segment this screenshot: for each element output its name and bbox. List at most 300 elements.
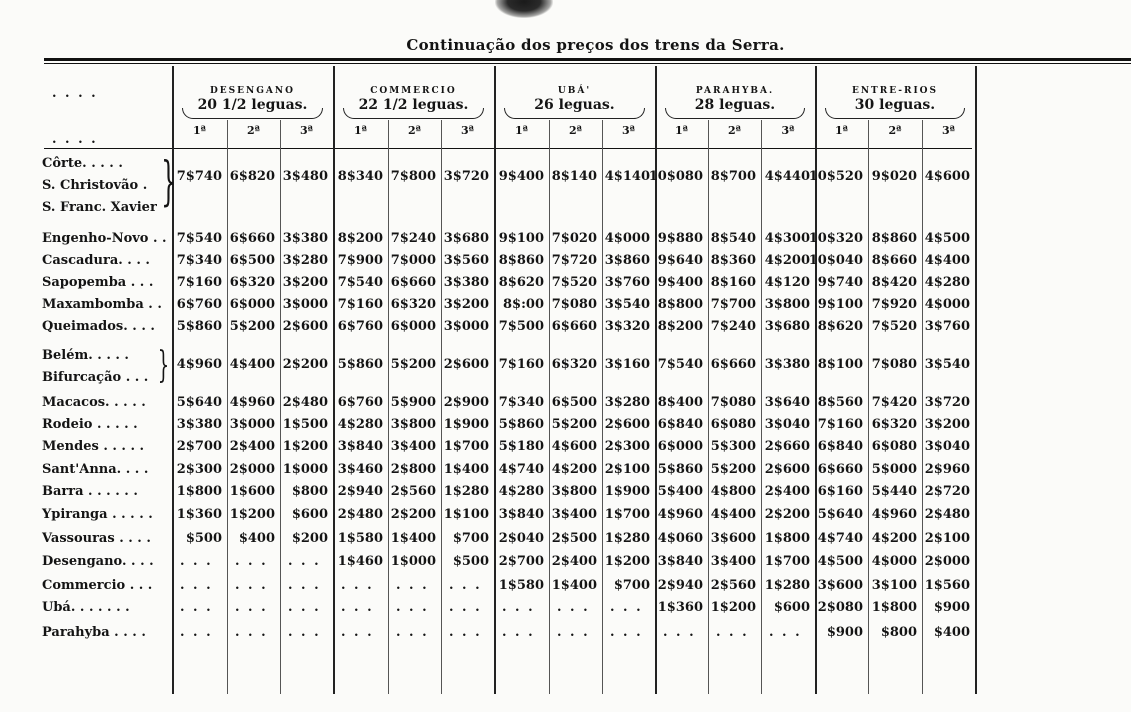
price-cell: 4$000: [871, 554, 917, 569]
empty-cell: . . .: [341, 600, 374, 615]
ink-blot: [495, 0, 553, 18]
station-name: Sant'Anna. . . .: [42, 462, 149, 477]
price-cell: 5$300: [710, 439, 756, 454]
price-cell: 3$540: [604, 297, 650, 312]
price-cell: 3$600: [710, 531, 756, 546]
price-cell: 6$080: [710, 417, 756, 432]
price-cell: 2$560: [390, 484, 436, 499]
station-brace: }: [161, 152, 176, 212]
class-label: 2ª: [407, 124, 421, 137]
price-cell: 7$420: [871, 395, 917, 410]
price-cell: 8$860: [871, 231, 917, 246]
price-cell: 3$200: [282, 275, 328, 290]
price-cell: 7$740: [176, 169, 222, 184]
price-cell: 3$100: [871, 578, 917, 593]
price-cell: $500: [452, 554, 489, 569]
price-cell: $700: [613, 578, 650, 593]
group-distance: 22 1/2 leguas.: [358, 97, 469, 113]
class-label: 2ª: [246, 124, 260, 137]
price-cell: 8$140: [551, 169, 597, 184]
price-cell: 10$520: [808, 169, 863, 184]
price-cell: 3$760: [604, 275, 650, 290]
price-cell: 1$400: [443, 462, 489, 477]
price-cell: 1$360: [176, 507, 222, 522]
price-cell: 3$720: [924, 395, 970, 410]
class-label: 3ª: [781, 124, 795, 137]
price-cell: 9$020: [871, 169, 917, 184]
price-cell: 4$440: [764, 169, 810, 184]
price-cell: 2$700: [498, 554, 544, 569]
station-name: Parahyba . . . .: [42, 625, 146, 640]
price-cell: 4$280: [337, 417, 383, 432]
group-distance: 26 leguas.: [534, 97, 615, 113]
price-cell: 7$020: [551, 231, 597, 246]
station-name: Ypiranga . . . . .: [42, 507, 153, 522]
price-cell: 6$320: [390, 297, 436, 312]
price-cell: 7$700: [710, 297, 756, 312]
empty-cell: . . .: [449, 625, 482, 640]
station-name: Macacos. . . . .: [42, 395, 146, 410]
price-cell: 6$660: [551, 319, 597, 334]
price-cell: 8$800: [657, 297, 703, 312]
group-brace: [343, 108, 484, 119]
price-cell: 6$500: [229, 253, 275, 268]
column-divider: [708, 120, 709, 694]
price-cell: 2$960: [924, 462, 970, 477]
price-cell: $800: [880, 625, 917, 640]
empty-cell: . . .: [663, 625, 696, 640]
price-cell: 4$740: [817, 531, 863, 546]
empty-cell: . . .: [769, 625, 802, 640]
station-name: Belém. . . . .: [42, 348, 129, 363]
price-cell: 4$200: [551, 462, 597, 477]
price-cell: 8$700: [710, 169, 756, 184]
price-cell: 2$100: [924, 531, 970, 546]
price-cell: 1$600: [229, 484, 275, 499]
price-cell: 4$000: [924, 297, 970, 312]
price-cell: 2$600: [764, 462, 810, 477]
page-title: Continuação dos preços dos trens da Serra.: [406, 36, 785, 54]
empty-cell: . . .: [341, 625, 374, 640]
header-dots: . . . .: [52, 132, 98, 147]
class-label: 2ª: [888, 124, 902, 137]
price-cell: 6$500: [551, 395, 597, 410]
price-cell: 3$560: [443, 253, 489, 268]
price-cell: 7$160: [498, 357, 544, 372]
price-cell: 1$460: [337, 554, 383, 569]
price-cell: 2$480: [282, 395, 328, 410]
station-name: S. Christovão .: [42, 178, 148, 193]
price-cell: 1$000: [390, 554, 436, 569]
price-cell: 6$660: [817, 462, 863, 477]
price-cell: 2$200: [390, 507, 436, 522]
empty-cell: . . .: [180, 554, 213, 569]
price-cell: $400: [933, 625, 970, 640]
station-name: Mendes . . . . .: [42, 439, 145, 454]
price-cell: 5$200: [551, 417, 597, 432]
price-cell: 8$660: [871, 253, 917, 268]
price-cell: 5$440: [871, 484, 917, 499]
group-divider: [655, 66, 657, 694]
price-cell: 7$080: [871, 357, 917, 372]
price-cell: 5$860: [657, 462, 703, 477]
price-cell: 7$080: [710, 395, 756, 410]
column-divider: [761, 120, 762, 694]
price-cell: 2$400: [551, 554, 597, 569]
price-cell: 1$280: [443, 484, 489, 499]
price-cell: $700: [452, 531, 489, 546]
price-cell: 9$880: [657, 231, 703, 246]
group-divider: [975, 66, 977, 694]
price-cell: 1$700: [764, 554, 810, 569]
empty-cell: . . .: [557, 600, 590, 615]
group-divider: [815, 66, 817, 694]
price-cell: 8$620: [817, 319, 863, 334]
price-cell: 1$800: [176, 484, 222, 499]
station-name: Sapopemba . . .: [42, 275, 154, 290]
top-rule-thin: [44, 63, 1131, 64]
price-cell: 4$960: [871, 507, 917, 522]
empty-cell: . . .: [449, 600, 482, 615]
empty-cell: . . .: [288, 600, 321, 615]
price-cell: 2$080: [817, 600, 863, 615]
price-cell: 5$000: [871, 462, 917, 477]
station-name: Côrte. . . . .: [42, 156, 123, 171]
group-name: ENTRE-RIOS: [851, 86, 939, 96]
top-rule: [44, 58, 1131, 61]
station-name: Bifurcação . . .: [42, 370, 149, 385]
station-name: Queimados. . . .: [42, 319, 155, 334]
price-cell: 1$400: [551, 578, 597, 593]
station-name: Maxambomba . .: [42, 297, 162, 312]
price-cell: 2$400: [229, 439, 275, 454]
price-cell: 1$560: [924, 578, 970, 593]
price-cell: 3$000: [229, 417, 275, 432]
class-label: 2ª: [727, 124, 741, 137]
price-cell: 6$000: [657, 439, 703, 454]
price-cell: 6$160: [817, 484, 863, 499]
price-cell: 1$280: [604, 531, 650, 546]
price-cell: 3$280: [282, 253, 328, 268]
empty-cell: . . .: [502, 625, 535, 640]
empty-cell: . . .: [502, 600, 535, 615]
price-cell: 8$560: [817, 395, 863, 410]
price-cell: 8$360: [710, 253, 756, 268]
station-name: Commercio . . .: [42, 578, 153, 593]
empty-cell: . . .: [235, 578, 268, 593]
price-cell: 7$340: [176, 253, 222, 268]
price-cell: 1$200: [282, 439, 328, 454]
price-cell: 7$800: [390, 169, 436, 184]
price-cell: 3$380: [176, 417, 222, 432]
price-cell: 4$600: [551, 439, 597, 454]
price-cell: 8$200: [657, 319, 703, 334]
class-label: 1ª: [834, 124, 848, 137]
price-cell: 8$420: [871, 275, 917, 290]
price-cell: 5$400: [657, 484, 703, 499]
price-cell: 7$900: [337, 253, 383, 268]
class-label: 3ª: [621, 124, 635, 137]
price-cell: 1$280: [764, 578, 810, 593]
price-cell: 4$300: [764, 231, 810, 246]
empty-cell: . . .: [610, 625, 643, 640]
price-cell: 6$080: [871, 439, 917, 454]
group-brace: [504, 108, 645, 119]
empty-cell: . . .: [716, 625, 749, 640]
price-cell: 8$:00: [503, 297, 544, 312]
price-cell: $800: [291, 484, 328, 499]
price-cell: 3$840: [337, 439, 383, 454]
price-cell: 6$760: [337, 395, 383, 410]
price-cell: 1$900: [443, 417, 489, 432]
price-cell: 6$840: [657, 417, 703, 432]
price-cell: 2$900: [443, 395, 489, 410]
column-divider: [227, 120, 228, 694]
price-cell: 3$380: [443, 275, 489, 290]
price-cell: 4$400: [229, 357, 275, 372]
price-cell: 4$200: [871, 531, 917, 546]
price-cell: 4$740: [498, 462, 544, 477]
station-name: Cascadura. . . .: [42, 253, 150, 268]
price-cell: 7$160: [817, 417, 863, 432]
price-cell: 2$480: [924, 507, 970, 522]
price-cell: 5$860: [337, 357, 383, 372]
empty-cell: . . .: [557, 625, 590, 640]
price-cell: 3$760: [924, 319, 970, 334]
price-cell: 7$520: [551, 275, 597, 290]
price-cell: 8$160: [710, 275, 756, 290]
price-cell: 7$920: [871, 297, 917, 312]
price-cell: 3$380: [764, 357, 810, 372]
column-divider: [602, 120, 603, 694]
station-name: Barra . . . . . .: [42, 484, 138, 499]
price-cell: 2$300: [604, 439, 650, 454]
class-label: 3ª: [299, 124, 313, 137]
price-cell: 3$680: [764, 319, 810, 334]
price-cell: 8$540: [710, 231, 756, 246]
price-cell: 2$720: [924, 484, 970, 499]
price-cell: 8$400: [657, 395, 703, 410]
price-cell: 3$860: [604, 253, 650, 268]
price-cell: 7$500: [498, 319, 544, 334]
column-divider: [280, 120, 281, 694]
price-cell: 1$700: [443, 439, 489, 454]
price-cell: 3$040: [924, 439, 970, 454]
price-cell: 1$500: [282, 417, 328, 432]
price-cell: 3$400: [390, 439, 436, 454]
price-cell: 7$080: [551, 297, 597, 312]
group-brace: [665, 108, 805, 119]
price-cell: 4$120: [764, 275, 810, 290]
price-cell: 5$860: [498, 417, 544, 432]
group-distance: 20 1/2 leguas.: [197, 97, 308, 113]
price-cell: 1$800: [871, 600, 917, 615]
price-cell: $900: [933, 600, 970, 615]
price-cell: 5$200: [390, 357, 436, 372]
price-cell: 4$140: [604, 169, 650, 184]
price-cell: 4$400: [924, 253, 970, 268]
price-cell: 3$800: [764, 297, 810, 312]
price-cell: 1$000: [282, 462, 328, 477]
price-cell: 4$200: [764, 253, 810, 268]
price-cell: $200: [291, 531, 328, 546]
empty-cell: . . .: [235, 600, 268, 615]
price-cell: 4$600: [924, 169, 970, 184]
price-cell: 5$860: [176, 319, 222, 334]
column-divider: [441, 120, 442, 694]
group-name: DESENGANO: [210, 86, 295, 96]
price-cell: 2$300: [176, 462, 222, 477]
price-cell: 8$860: [498, 253, 544, 268]
price-cell: 7$000: [390, 253, 436, 268]
column-divider: [922, 120, 923, 694]
header-dots: . . . .: [52, 86, 98, 101]
price-cell: 1$200: [229, 507, 275, 522]
station-brace: }: [157, 345, 170, 386]
group-divider: [333, 66, 335, 694]
price-cell: 3$000: [443, 319, 489, 334]
price-cell: 1$580: [337, 531, 383, 546]
price-cell: 10$040: [808, 253, 863, 268]
price-cell: 5$180: [498, 439, 544, 454]
price-cell: 3$480: [282, 169, 328, 184]
price-cell: 3$840: [498, 507, 544, 522]
price-cell: 3$720: [443, 169, 489, 184]
price-cell: 7$240: [390, 231, 436, 246]
price-cell: 2$560: [710, 578, 756, 593]
price-cell: 4$500: [924, 231, 970, 246]
class-label: 3ª: [941, 124, 955, 137]
empty-cell: . . .: [180, 625, 213, 640]
price-cell: 4$960: [657, 507, 703, 522]
group-distance: 30 leguas.: [854, 97, 936, 113]
price-cell: 8$620: [498, 275, 544, 290]
price-cell: 2$000: [924, 554, 970, 569]
price-cell: 3$800: [551, 484, 597, 499]
price-cell: 3$000: [282, 297, 328, 312]
price-cell: 6$760: [337, 319, 383, 334]
price-cell: 5$640: [176, 395, 222, 410]
price-cell: 1$360: [657, 600, 703, 615]
price-cell: 3$200: [924, 417, 970, 432]
price-cell: 3$600: [817, 578, 863, 593]
station-name: S. Franc. Xavier: [42, 200, 157, 215]
price-cell: $600: [773, 600, 810, 615]
price-cell: 9$400: [657, 275, 703, 290]
price-cell: 6$320: [229, 275, 275, 290]
empty-cell: . . .: [180, 600, 213, 615]
empty-cell: . . .: [235, 625, 268, 640]
price-cell: 3$840: [657, 554, 703, 569]
class-label: 3ª: [460, 124, 474, 137]
price-cell: 2$600: [604, 417, 650, 432]
price-cell: 4$800: [710, 484, 756, 499]
price-cell: 7$540: [337, 275, 383, 290]
price-cell: 2$600: [282, 319, 328, 334]
empty-cell: . . .: [288, 625, 321, 640]
price-cell: 6$660: [390, 275, 436, 290]
station-name: Rodeio . . . . .: [42, 417, 138, 432]
price-cell: 3$380: [282, 231, 328, 246]
price-cell: 3$680: [443, 231, 489, 246]
empty-cell: . . .: [288, 554, 321, 569]
class-label: 1ª: [514, 124, 528, 137]
price-cell: 7$160: [176, 275, 222, 290]
price-cell: 2$200: [764, 507, 810, 522]
price-cell: 3$400: [551, 507, 597, 522]
price-cell: 7$160: [337, 297, 383, 312]
price-cell: 2$000: [229, 462, 275, 477]
price-cell: 2$100: [604, 462, 650, 477]
price-cell: 8$100: [817, 357, 863, 372]
price-cell: 3$200: [443, 297, 489, 312]
price-cell: $400: [238, 531, 275, 546]
price-cell: 3$320: [604, 319, 650, 334]
price-cell: 1$900: [604, 484, 650, 499]
empty-cell: . . .: [235, 554, 268, 569]
price-cell: 4$280: [498, 484, 544, 499]
price-cell: 1$580: [498, 578, 544, 593]
group-distance: 28 leguas.: [694, 97, 776, 113]
empty-cell: . . .: [341, 578, 374, 593]
price-cell: 4$060: [657, 531, 703, 546]
price-cell: 4$000: [604, 231, 650, 246]
price-cell: 3$040: [764, 417, 810, 432]
price-cell: 1$700: [604, 507, 650, 522]
price-cell: 3$400: [710, 554, 756, 569]
price-cell: 7$540: [657, 357, 703, 372]
price-cell: 5$900: [390, 395, 436, 410]
price-cell: 3$540: [924, 357, 970, 372]
price-cell: 4$280: [924, 275, 970, 290]
price-cell: 2$600: [443, 357, 489, 372]
column-divider: [388, 120, 389, 694]
price-cell: 7$240: [710, 319, 756, 334]
price-cell: 5$640: [817, 507, 863, 522]
price-cell: 2$480: [337, 507, 383, 522]
empty-cell: . . .: [180, 578, 213, 593]
price-cell: 8$340: [337, 169, 383, 184]
price-cell: 6$660: [229, 231, 275, 246]
price-cell: 1$200: [604, 554, 650, 569]
price-cell: 8$200: [337, 231, 383, 246]
price-cell: 6$840: [817, 439, 863, 454]
group-name: UBÁ': [557, 86, 592, 96]
group-divider: [494, 66, 496, 694]
class-label: 2ª: [568, 124, 582, 137]
station-name: Ubá. . . . . . .: [42, 600, 130, 615]
station-name: Vassouras . . . .: [42, 531, 151, 546]
price-cell: 10$080: [648, 169, 703, 184]
price-cell: 7$540: [176, 231, 222, 246]
price-cell: 2$700: [176, 439, 222, 454]
price-cell: 2$200: [282, 357, 328, 372]
price-cell: 1$800: [764, 531, 810, 546]
empty-cell: . . .: [396, 578, 429, 593]
price-cell: 3$160: [604, 357, 650, 372]
price-cell: 3$640: [764, 395, 810, 410]
price-cell: 3$800: [390, 417, 436, 432]
price-cell: 7$720: [551, 253, 597, 268]
price-cell: 7$520: [871, 319, 917, 334]
class-label: 1ª: [192, 124, 206, 137]
price-cell: 2$800: [390, 462, 436, 477]
header-rule: [44, 148, 972, 149]
price-cell: 2$040: [498, 531, 544, 546]
price-cell: 3$280: [604, 395, 650, 410]
price-cell: 9$100: [498, 231, 544, 246]
price-cell: 2$660: [764, 439, 810, 454]
